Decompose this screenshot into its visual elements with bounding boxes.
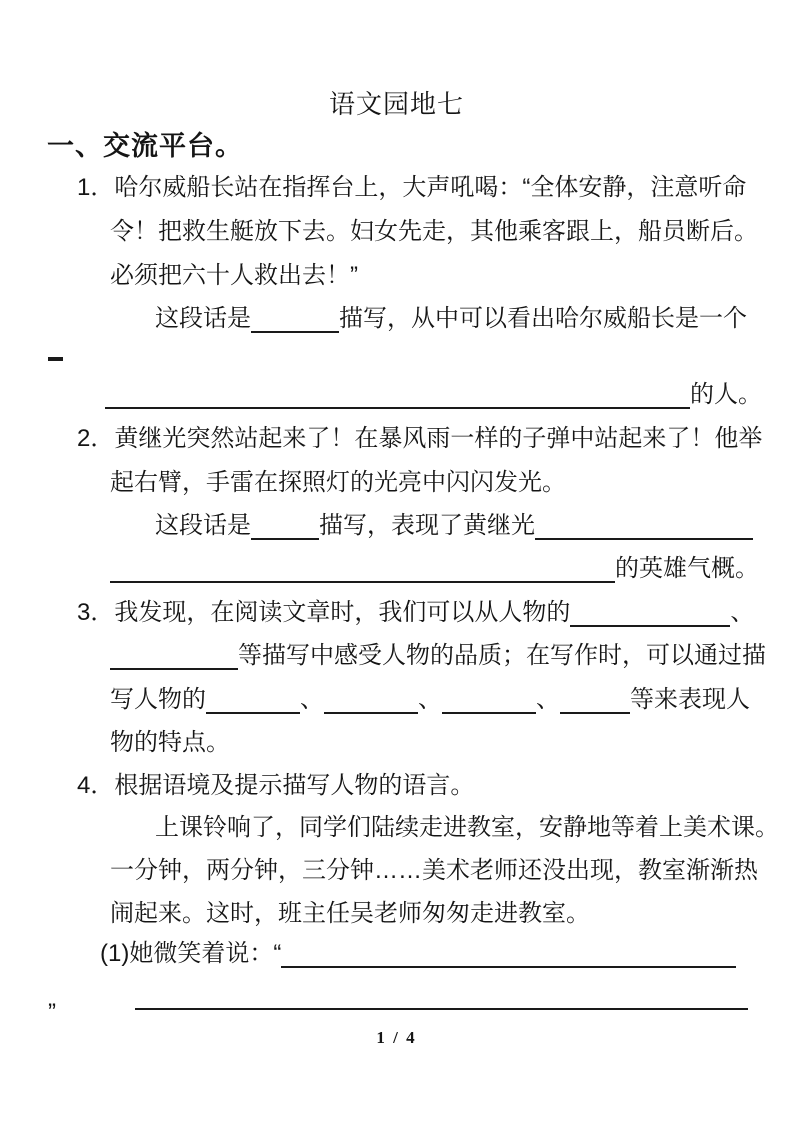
text-segment: 起右臂，手雷在探照灯的光亮中闪闪发光。 (110, 469, 566, 496)
item4-passage-line2 (110, 853, 758, 889)
text-segment: 物的特点。 (110, 729, 230, 756)
text-segment: 、 (536, 686, 560, 713)
fill-in-blank (281, 966, 736, 968)
fill-in-blank (570, 625, 730, 627)
text-segment: 令！把救生艇放下去。妇女先走，其他乘客跟上，船员断后。 (110, 218, 758, 245)
text-segment: 1．哈尔威船长站在指挥台上，大声吼喝：“全体安静，注意听命 (77, 174, 747, 201)
fill-in-blank (560, 712, 630, 714)
text-segment: 、 (418, 686, 442, 713)
text-segment: 写人物的 (110, 686, 206, 713)
text-segment: 的人。 (690, 381, 762, 408)
text-segment: 3．我发现，在阅读文章时，我们可以从人物的 (77, 599, 571, 626)
text-segment: 这段话是 (155, 305, 251, 332)
fill-in-blank (110, 668, 238, 670)
fill-in-blank (324, 712, 418, 714)
text-segment: 必须把六十人救出去！” (110, 262, 358, 289)
item4-passage-line3 (110, 896, 590, 932)
fill-in-blank (442, 712, 536, 714)
text-segment: 这段话是 (155, 512, 251, 539)
item2-question-line (155, 508, 753, 544)
text-segment: 等描写中感受人物的品质；在写作时，可以通过描 (238, 642, 766, 669)
fill-in-blank (206, 712, 300, 714)
text-segment: ” (48, 999, 56, 1026)
text-segment: 、 (300, 686, 324, 713)
text-segment: 4．根据语境及提示描写人物的语言。 (77, 772, 475, 799)
item1-text-line1 (77, 170, 746, 206)
item2-text-line1 (77, 421, 762, 457)
text-segment: 闹起来。这时，班主任吴老师匆匆走进教室。 (110, 900, 590, 927)
item1-answer-line (105, 377, 762, 413)
item1-text-line2 (110, 214, 758, 250)
item4-sub1-line (100, 936, 736, 972)
text-segment: (1)她微笑着说：“ (100, 940, 282, 967)
page-title: 语文园地七 (328, 89, 464, 119)
fill-in-blank (105, 407, 690, 409)
closing-quote-line (48, 995, 56, 1031)
item1-question-line (155, 301, 747, 337)
text-segment: 2．黄继光突然站起来了！在暴风雨一样的子弹中站起来了！他举 (77, 425, 763, 452)
fill-in-blank (110, 581, 615, 583)
item3-line3 (110, 682, 750, 718)
item4-heading-line (77, 768, 474, 804)
page-number: 1 / 4 (376, 1028, 417, 1047)
item2-text-line2 (110, 465, 566, 501)
text-segment: 的英雄气概。 (615, 555, 759, 582)
item3-line4 (110, 725, 230, 761)
item3-line1 (77, 595, 754, 631)
fill-in-blank (535, 538, 753, 540)
text-segment: 、 (730, 599, 755, 626)
stray-dash-mark (48, 357, 63, 361)
item1-text-line3 (110, 258, 358, 294)
fill-in-blank (251, 538, 319, 540)
item4-answer-line (135, 978, 748, 1014)
fill-in-blank (251, 331, 339, 333)
fill-in-blank (135, 1008, 748, 1010)
margin-dash-line (48, 349, 63, 385)
text-segment: 上课铃响了，同学们陆续走进教室，安静地等着上美术课。 (155, 814, 779, 841)
item3-line2 (110, 638, 766, 674)
item2-answer-line (110, 551, 759, 587)
text-segment: 等来表现人 (630, 686, 750, 713)
section-heading: 一、交流平台。 (47, 131, 243, 161)
item4-passage-line1 (155, 810, 779, 846)
text-segment: 描写，从中可以看出哈尔威船长是一个 (339, 305, 747, 332)
text-segment: 描写，表现了黄继光 (319, 512, 535, 539)
text-segment: 一分钟，两分钟，三分钟……美术老师还没出现，教室渐渐热 (110, 857, 758, 884)
